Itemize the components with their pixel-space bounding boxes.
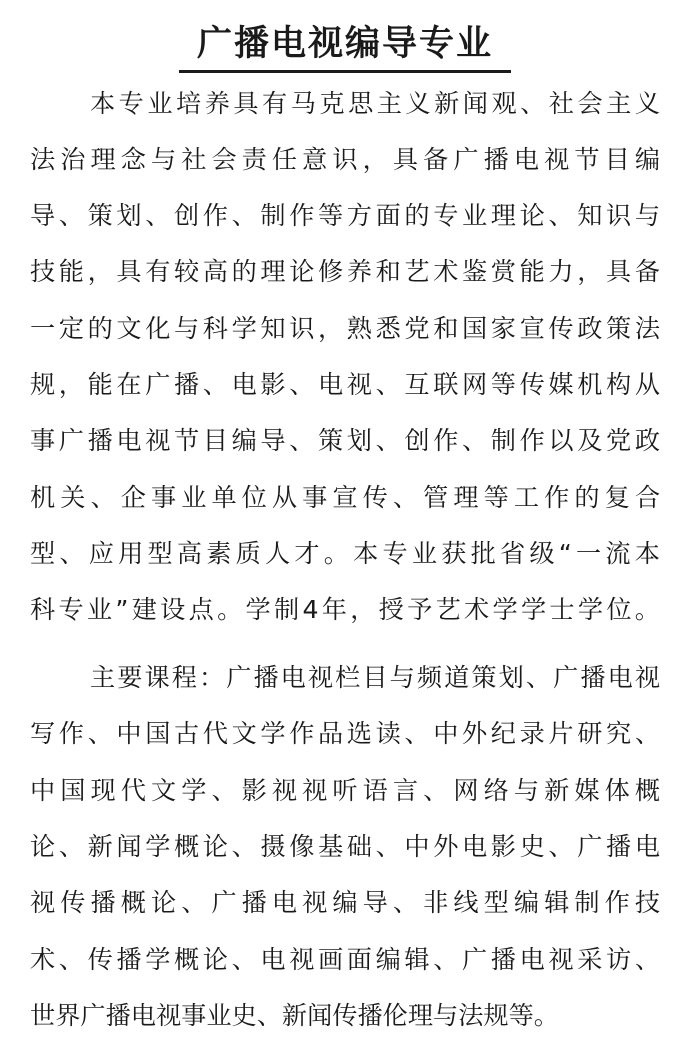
- paragraph1-line: 本专业培养具有马克思主义新闻观、社会主义: [90, 89, 660, 118]
- paragraph1-line: 法治理念与社会责任意识，具备广播电视节目编: [30, 145, 660, 174]
- paragraph1-line: 导、策划、创作、制作等方面的专业理论、知识与: [30, 201, 660, 230]
- title-container: [0, 22, 690, 73]
- paragraph1-line: 事广播电视节目编导、策划、创作、制作以及党政: [30, 426, 660, 455]
- paragraph1-line: 科专业”建设点。学制4年，授予艺术学学士学位。: [30, 595, 660, 624]
- paragraph1-line: 一定的文化与科学知识，熟悉党和国家宣传政策法: [30, 314, 660, 343]
- paragraph2-line: 术、传播学概论、电视画面编辑、广播电视采访、: [30, 945, 660, 974]
- paragraph1-line: 规，能在广播、电影、电视、互联网等传媒机构从: [30, 370, 660, 399]
- paragraph2-line: 论、新闻学概论、摄像基础、中外电影史、广播电: [30, 832, 660, 861]
- page-title: 广播电视编导专业: [179, 22, 511, 73]
- paragraph2-line: 写作、中国古代文学作品选读、中外纪录片研究、: [30, 719, 660, 748]
- paragraph2-line: 世界广播电视事业史、新闻传播伦理与法规等。: [30, 1001, 559, 1030]
- paragraph2-line: 主要课程：广播电视栏目与频道策划、广播电视: [90, 663, 660, 692]
- paragraph2-line: 视传播概论、广播电视编导、非线型编辑制作技: [30, 888, 660, 917]
- paragraph1-line: 技能，具有较高的理论修养和艺术鉴赏能力，具备: [30, 257, 660, 286]
- paragraph1-line: 机关、企事业单位从事宣传、管理等工作的复合: [30, 483, 660, 512]
- paragraph2-line: 中国现代文学、影视视听语言、网络与新媒体概: [30, 776, 660, 805]
- paragraph1-line: 型、应用型高素质人才。本专业获批省级“一流本: [30, 539, 660, 568]
